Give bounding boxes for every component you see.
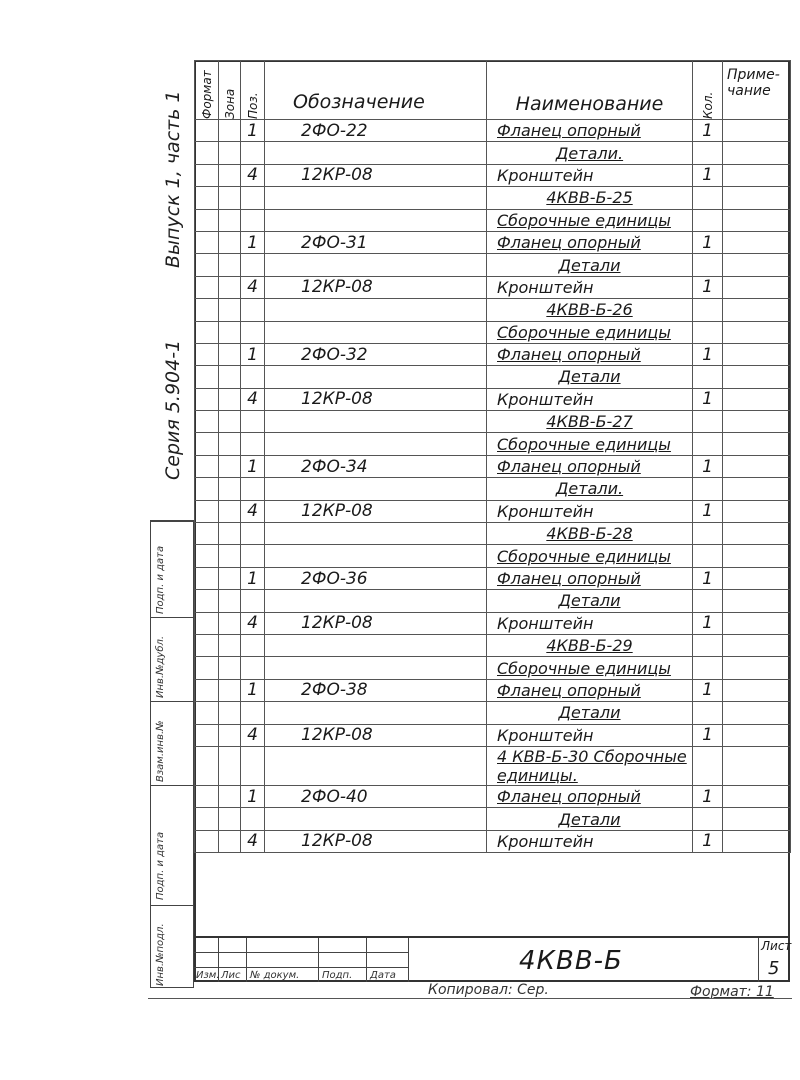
cell-format <box>195 830 219 852</box>
stamp-cell: Подп. и дата <box>151 521 195 617</box>
header-designation: Обозначение <box>265 61 487 120</box>
cell-note <box>723 808 791 830</box>
cell-name: 4КВВ-Б-26 <box>487 299 693 321</box>
table-row <box>195 634 791 656</box>
cell-zone <box>219 545 241 567</box>
table-row <box>195 411 791 433</box>
cell-designation <box>265 209 487 231</box>
cell-pos <box>241 142 265 164</box>
cell-pos <box>241 657 265 679</box>
cell-zone <box>219 746 241 785</box>
cell-name: Детали <box>487 366 693 388</box>
cell-qty <box>693 634 723 656</box>
cell-note <box>723 830 791 852</box>
cell-qty <box>693 321 723 343</box>
cell-format <box>195 321 219 343</box>
cell-designation: 2ФО-36 <box>265 567 487 589</box>
cell-note <box>723 702 791 724</box>
cell-qty: 1 <box>693 679 723 701</box>
cell-zone <box>219 455 241 477</box>
cell-pos: 4 <box>241 612 265 634</box>
cell-name: Фланец опорный <box>487 455 693 477</box>
cell-pos <box>241 321 265 343</box>
cell-note <box>723 746 791 785</box>
table-row <box>195 120 791 142</box>
cell-format <box>195 254 219 276</box>
cell-pos: 4 <box>241 388 265 410</box>
tb-label-sheet: Лис <box>221 970 241 981</box>
cell-qty: 1 <box>693 120 723 142</box>
cell-zone <box>219 321 241 343</box>
cell-qty: 1 <box>693 724 723 746</box>
cell-note <box>723 120 791 142</box>
table-row <box>195 612 791 634</box>
cell-format <box>195 388 219 410</box>
table-row <box>195 657 791 679</box>
cell-format <box>195 634 219 656</box>
cell-pos: 1 <box>241 231 265 253</box>
cell-designation <box>265 299 487 321</box>
table-row <box>195 231 791 253</box>
footer-line <box>148 998 792 999</box>
table-row <box>195 746 791 785</box>
cell-format <box>195 120 219 142</box>
sheet-number-box <box>758 938 792 982</box>
cell-pos: 1 <box>241 785 265 807</box>
cell-note <box>723 455 791 477</box>
cell-pos: 1 <box>241 120 265 142</box>
header-format: Формат <box>195 61 219 120</box>
cell-qty: 1 <box>693 231 723 253</box>
cell-qty <box>693 411 723 433</box>
cell-format <box>195 523 219 545</box>
cell-designation <box>265 411 487 433</box>
stamp-cell: Инв.№подл. <box>151 905 195 989</box>
cell-designation <box>265 545 487 567</box>
cell-name: Кронштейн <box>487 724 693 746</box>
cell-format <box>195 433 219 455</box>
cell-qty: 1 <box>693 276 723 298</box>
document-code: 4КВВ-Б <box>519 946 623 976</box>
cell-name: Фланец опорный <box>487 785 693 807</box>
cell-designation <box>265 523 487 545</box>
cell-pos <box>241 702 265 724</box>
cell-name: Детали. <box>487 142 693 164</box>
cell-format <box>195 590 219 612</box>
cell-format <box>195 455 219 477</box>
cell-zone <box>219 657 241 679</box>
cell-zone <box>219 567 241 589</box>
cell-name: Детали <box>487 590 693 612</box>
cell-zone <box>219 164 241 186</box>
cell-name: 4КВВ-Б-27 <box>487 411 693 433</box>
table-row <box>195 724 791 746</box>
table-row <box>195 276 791 298</box>
cell-qty <box>693 433 723 455</box>
cell-designation: 12КР-08 <box>265 388 487 410</box>
cell-note <box>723 523 791 545</box>
cell-designation: 2ФО-31 <box>265 231 487 253</box>
cell-zone <box>219 523 241 545</box>
cell-format <box>195 164 219 186</box>
cell-qty <box>693 366 723 388</box>
tb-label-doc-number: № докум. <box>250 970 300 981</box>
cell-zone <box>219 433 241 455</box>
cell-name: Фланец опорный <box>487 231 693 253</box>
cell-qty <box>693 523 723 545</box>
cell-note <box>723 478 791 500</box>
cell-zone <box>219 299 241 321</box>
table-row <box>195 433 791 455</box>
cell-zone <box>219 478 241 500</box>
table-row <box>195 702 791 724</box>
table-row <box>195 567 791 589</box>
title-block-revision-grid <box>194 938 408 982</box>
cell-designation: 12КР-08 <box>265 164 487 186</box>
cell-pos: 1 <box>241 455 265 477</box>
cell-qty: 1 <box>693 455 723 477</box>
cell-note <box>723 276 791 298</box>
cell-note <box>723 590 791 612</box>
cell-zone <box>219 142 241 164</box>
cell-pos: 4 <box>241 500 265 522</box>
cell-name: 4 КВВ-Б-30 Сборочные единицы. <box>487 746 693 785</box>
cell-note <box>723 209 791 231</box>
table-row <box>195 299 791 321</box>
cell-pos <box>241 808 265 830</box>
cell-format <box>195 746 219 785</box>
cell-qty <box>693 299 723 321</box>
tb-label-change: Изм. <box>196 970 220 981</box>
cell-name: Детали <box>487 702 693 724</box>
cell-zone <box>219 388 241 410</box>
cell-qty: 1 <box>693 830 723 852</box>
cell-name: 4КВВ-Б-28 <box>487 523 693 545</box>
table-row <box>195 808 791 830</box>
cell-qty <box>693 478 723 500</box>
cell-designation <box>265 808 487 830</box>
cell-format <box>195 276 219 298</box>
cell-designation <box>265 321 487 343</box>
table-row <box>195 455 791 477</box>
cell-name: Детали <box>487 808 693 830</box>
cell-pos <box>241 299 265 321</box>
header-pos: Поз. <box>241 61 265 120</box>
cell-designation <box>265 142 487 164</box>
cell-designation <box>265 187 487 209</box>
cell-zone <box>219 500 241 522</box>
cell-name: Детали. <box>487 478 693 500</box>
cell-zone <box>219 808 241 830</box>
cell-note <box>723 187 791 209</box>
cell-pos <box>241 523 265 545</box>
cell-name: Сборочные единицы <box>487 545 693 567</box>
cell-name: Сборочные единицы <box>487 657 693 679</box>
cell-qty: 1 <box>693 500 723 522</box>
cell-pos <box>241 411 265 433</box>
cell-qty <box>693 590 723 612</box>
cell-format <box>195 724 219 746</box>
cell-note <box>723 567 791 589</box>
cell-qty <box>693 187 723 209</box>
table-row <box>195 164 791 186</box>
table-row <box>195 523 791 545</box>
table-row <box>195 785 791 807</box>
tb-label-signature: Подп. <box>322 970 353 981</box>
cell-zone <box>219 724 241 746</box>
header-qty: Кол. <box>693 61 723 120</box>
cell-designation <box>265 366 487 388</box>
cell-designation: 12КР-08 <box>265 276 487 298</box>
table-row <box>195 679 791 701</box>
cell-zone <box>219 679 241 701</box>
cell-qty <box>693 702 723 724</box>
cell-format <box>195 612 219 634</box>
cell-pos: 4 <box>241 830 265 852</box>
table-row <box>195 500 791 522</box>
cell-format <box>195 231 219 253</box>
cell-designation: 2ФО-22 <box>265 120 487 142</box>
cell-pos <box>241 366 265 388</box>
cell-zone <box>219 366 241 388</box>
cell-zone <box>219 634 241 656</box>
cell-pos <box>241 590 265 612</box>
cell-note <box>723 164 791 186</box>
cell-designation: 12КР-08 <box>265 612 487 634</box>
cell-name: Фланец опорный <box>487 120 693 142</box>
stamp-cell: Инв.№дубл. <box>151 617 195 701</box>
cell-pos <box>241 634 265 656</box>
stamp-cell: Подп. и дата <box>151 785 195 905</box>
cell-note <box>723 724 791 746</box>
cell-name: Фланец опорный <box>487 679 693 701</box>
cell-name: Кронштейн <box>487 612 693 634</box>
cell-designation <box>265 478 487 500</box>
cell-note <box>723 343 791 365</box>
cell-name: Кронштейн <box>487 830 693 852</box>
cell-format <box>195 808 219 830</box>
cell-pos <box>241 209 265 231</box>
table-row <box>195 209 791 231</box>
cell-name: Кронштейн <box>487 500 693 522</box>
format-label: Формат: 11 <box>690 984 774 1000</box>
cell-format <box>195 343 219 365</box>
cell-name: Кронштейн <box>487 164 693 186</box>
cell-designation <box>265 590 487 612</box>
cell-note <box>723 299 791 321</box>
cell-format <box>195 299 219 321</box>
cell-zone <box>219 702 241 724</box>
cell-pos: 1 <box>241 679 265 701</box>
cell-name: Кронштейн <box>487 276 693 298</box>
table-row <box>195 388 791 410</box>
cell-format <box>195 478 219 500</box>
cell-note <box>723 500 791 522</box>
cell-name: 4КВВ-Б-29 <box>487 634 693 656</box>
cell-note <box>723 142 791 164</box>
table-row <box>195 545 791 567</box>
cell-pos <box>241 254 265 276</box>
cell-qty: 1 <box>693 612 723 634</box>
cell-pos: 4 <box>241 164 265 186</box>
cell-zone <box>219 276 241 298</box>
cell-format <box>195 679 219 701</box>
table-row <box>195 366 791 388</box>
table-row <box>195 830 791 852</box>
cell-qty: 1 <box>693 567 723 589</box>
cell-format <box>195 657 219 679</box>
cell-zone <box>219 411 241 433</box>
cell-note <box>723 321 791 343</box>
cell-designation: 2ФО-34 <box>265 455 487 477</box>
sheet-label: Лист <box>761 939 792 953</box>
cell-format <box>195 142 219 164</box>
cell-note <box>723 433 791 455</box>
cell-format <box>195 366 219 388</box>
sheet-number: 5 <box>768 958 780 979</box>
cell-zone <box>219 785 241 807</box>
header-name: Наименование <box>487 61 693 120</box>
cell-qty <box>693 254 723 276</box>
cell-note <box>723 366 791 388</box>
header-zone: Зона <box>219 61 241 120</box>
cell-qty: 1 <box>693 785 723 807</box>
cell-zone <box>219 343 241 365</box>
cell-designation <box>265 254 487 276</box>
cell-note <box>723 254 791 276</box>
cell-qty <box>693 657 723 679</box>
header-note: Приме- чание <box>723 61 791 120</box>
cell-designation <box>265 746 487 785</box>
title-block <box>194 936 790 982</box>
cell-designation <box>265 433 487 455</box>
cell-format <box>195 567 219 589</box>
cell-qty <box>693 746 723 785</box>
cell-qty <box>693 142 723 164</box>
cell-pos: 1 <box>241 567 265 589</box>
copied-by: Копировал: Сер. <box>428 982 549 998</box>
cell-qty: 1 <box>693 388 723 410</box>
cell-pos <box>241 545 265 567</box>
cell-note <box>723 785 791 807</box>
table-row <box>195 590 791 612</box>
table-row <box>195 343 791 365</box>
table-row <box>195 478 791 500</box>
cell-format <box>195 411 219 433</box>
table-row <box>195 187 791 209</box>
cell-designation: 2ФО-32 <box>265 343 487 365</box>
cell-zone <box>219 830 241 852</box>
cell-note <box>723 411 791 433</box>
cell-designation <box>265 634 487 656</box>
cell-format <box>195 785 219 807</box>
cell-pos: 4 <box>241 724 265 746</box>
cell-pos <box>241 187 265 209</box>
series-label: Серия 5.904-1 <box>162 339 184 480</box>
cell-pos <box>241 433 265 455</box>
table-row <box>195 142 791 164</box>
cell-designation: 12КР-08 <box>265 724 487 746</box>
cell-designation <box>265 702 487 724</box>
cell-zone <box>219 612 241 634</box>
title-block-main <box>408 938 792 982</box>
cell-designation: 2ФО-40 <box>265 785 487 807</box>
cell-qty <box>693 808 723 830</box>
cell-format <box>195 187 219 209</box>
cell-format <box>195 545 219 567</box>
specification-table <box>194 60 791 853</box>
cell-zone <box>219 254 241 276</box>
cell-pos <box>241 478 265 500</box>
table-header <box>195 61 791 120</box>
cell-qty: 1 <box>693 164 723 186</box>
cell-pos: 1 <box>241 343 265 365</box>
cell-name: 4КВВ-Б-25 <box>487 187 693 209</box>
tb-label-date: Дата <box>370 970 396 981</box>
cell-format <box>195 209 219 231</box>
table-row <box>195 254 791 276</box>
cell-format <box>195 500 219 522</box>
cell-designation: 12КР-08 <box>265 500 487 522</box>
cell-designation: 2ФО-38 <box>265 679 487 701</box>
cell-note <box>723 679 791 701</box>
cell-zone <box>219 590 241 612</box>
cell-zone <box>219 120 241 142</box>
issue-label: Выпуск 1, часть 1 <box>162 90 184 268</box>
cell-name: Сборочные единицы <box>487 433 693 455</box>
cell-qty <box>693 545 723 567</box>
cell-name: Фланец опорный <box>487 567 693 589</box>
cell-zone <box>219 209 241 231</box>
cell-note <box>723 231 791 253</box>
cell-format <box>195 702 219 724</box>
cell-pos <box>241 746 265 785</box>
cell-pos: 4 <box>241 276 265 298</box>
cell-designation <box>265 657 487 679</box>
cell-zone <box>219 231 241 253</box>
cell-name: Сборочные единицы <box>487 209 693 231</box>
cell-name: Кронштейн <box>487 388 693 410</box>
table-row <box>195 321 791 343</box>
stamp-cell: Взам.инв.№ <box>151 701 195 785</box>
cell-note <box>723 388 791 410</box>
cell-note <box>723 657 791 679</box>
cell-designation: 12КР-08 <box>265 830 487 852</box>
cell-name: Детали <box>487 254 693 276</box>
cell-name: Фланец опорный <box>487 343 693 365</box>
cell-note <box>723 634 791 656</box>
approval-stamp-column <box>150 520 194 988</box>
cell-qty: 1 <box>693 343 723 365</box>
cell-note <box>723 612 791 634</box>
cell-name: Сборочные единицы <box>487 321 693 343</box>
cell-qty <box>693 209 723 231</box>
cell-note <box>723 545 791 567</box>
cell-zone <box>219 187 241 209</box>
